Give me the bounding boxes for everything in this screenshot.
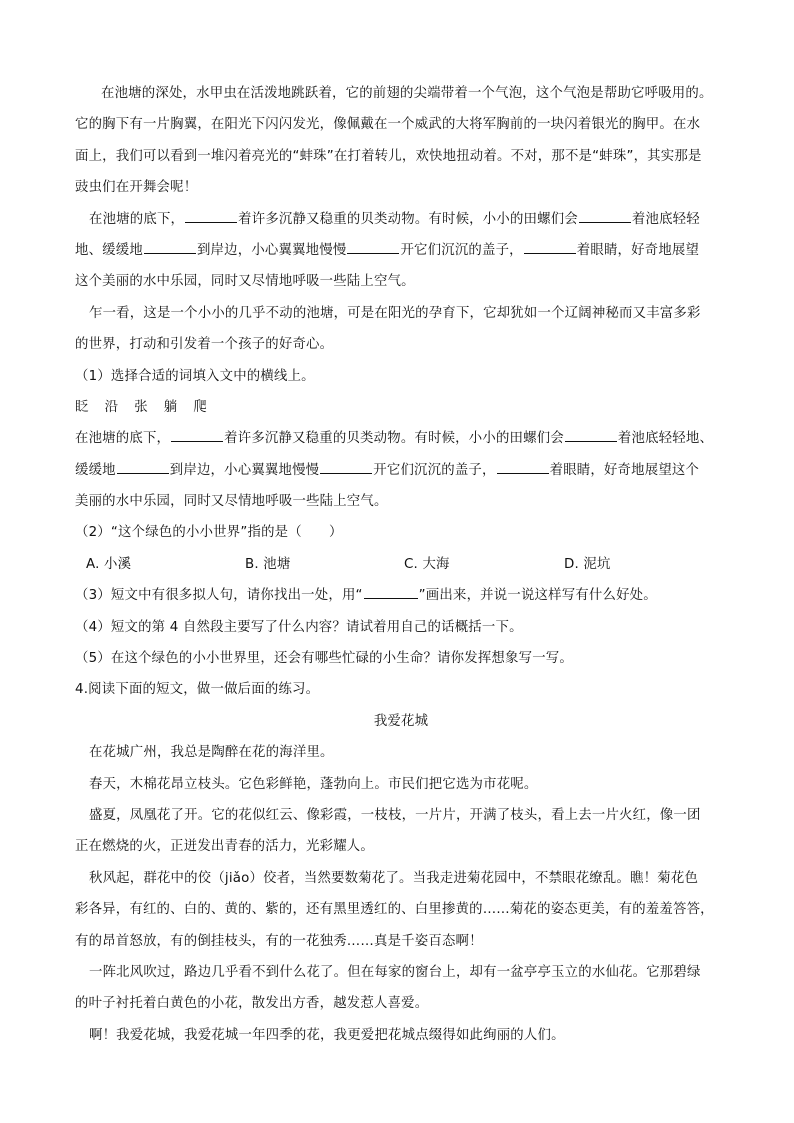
fill-blank[interactable] <box>347 239 399 254</box>
text: 春天，木棉花昂立枝头。它色彩鲜艳，蓬勃向上。市民们把它选为市花呢。 <box>89 776 538 792</box>
question-1 <box>75 361 727 392</box>
choice-option-c[interactable]: C. 大海 <box>404 556 450 572</box>
text: 到岸边，小心翼翼地慢慢 <box>169 462 320 478</box>
passage-line <box>75 172 727 203</box>
word-option: 躺 <box>163 399 178 415</box>
passage-line <box>75 329 727 360</box>
fill-blank[interactable] <box>320 459 372 474</box>
text: 着眼睛，好奇地展望这个 <box>549 462 700 478</box>
article-line <box>75 894 727 925</box>
text: 的叶子衬托着白黄色的小花，散发出方香，越发惹人喜爱。 <box>75 996 429 1012</box>
text: ”画出来，并说一说这样写有什么好处。 <box>418 588 657 604</box>
text: 啊！我爱花城，我爱花城一年四季的花，我更爱把花城点缀得如此绚丽的人们。 <box>89 1027 565 1043</box>
text: 乍一看，这是一个小小的几乎不动的池塘，可是在阳光的孕育下，它却犹如一个辽阔神秘而又丰富多彩 <box>89 305 701 321</box>
text: 着许多沉静又稳重的贝类动物。有时候，小小的田螺们会 <box>238 211 578 227</box>
passage-line <box>75 141 727 172</box>
question-3 <box>75 580 727 611</box>
fill-blank[interactable] <box>144 239 196 254</box>
article-line <box>75 800 727 831</box>
text: （4）短文的第 4 自然段主要写了什么内容？请试着用自己的话概括一下。 <box>75 619 523 635</box>
text: 在花城广州，我总是陶醉在花的海洋里。 <box>89 745 334 761</box>
word-option: 张 <box>134 399 148 415</box>
text: 在池塘的底下， <box>89 211 185 227</box>
text: （2）“这个绿色的小小世界”指的是（ ） <box>75 525 343 541</box>
article-line <box>75 957 727 988</box>
article-title <box>75 706 727 737</box>
fill-line <box>75 423 727 454</box>
choice-option-d[interactable]: D. 泥坑 <box>564 556 611 572</box>
section-4-instruction <box>75 674 727 705</box>
text: 它的胸下有一片胸翼，在阳光下闪闪发光，像佩戴在一个威武的大将军胸前的一块闪着银光的胸甲。在水 <box>75 117 701 133</box>
text: 的世界，打动和引发着一个孩子的好奇心。 <box>75 337 334 353</box>
text: 我爱花城 <box>373 713 429 729</box>
passage-line <box>75 266 727 297</box>
text: 着许多沉静又稳重的贝类动物。有时候，小小的田螺们会 <box>224 431 564 447</box>
fill-line <box>75 455 727 486</box>
question-5 <box>75 643 727 674</box>
passage-line <box>75 109 727 140</box>
text: （5）在这个绿色的小小世界里，还会有哪些忙碌的小生命？请你发挥想象写一写。 <box>75 651 573 667</box>
fill-blank[interactable] <box>185 208 237 223</box>
text: 着池底轻轻 <box>631 211 700 227</box>
article-line <box>75 831 727 862</box>
text: 在池塘的深处，水甲虫在活泼地跳跃着，它的前翅的尖端带着一个气泡，这个气泡是帮助它呼吸用的。 <box>101 86 713 101</box>
text: 秋风起，群花中的佼（jiǎo）佼者，当然要数菊花了。当我走进菊花园中，不禁眼花缭乱。瞧！菊花色 <box>89 870 699 886</box>
article-line <box>75 926 727 957</box>
fill-blank[interactable] <box>565 427 617 442</box>
text: 缓缓地 <box>75 462 116 478</box>
fill-blank[interactable] <box>524 239 576 254</box>
text: 地、缓缓地 <box>75 242 143 258</box>
choice-option-a[interactable]: A. 小溪 <box>86 556 132 572</box>
text: 着眼睛，好奇地展望 <box>576 242 700 258</box>
choice-option-b[interactable]: B. 池塘 <box>245 556 291 572</box>
text: 豉虫们在开舞会呢！ <box>75 180 198 196</box>
word-option: 沿 <box>104 399 119 415</box>
text: 面上，我们可以看到一堆闪着亮光的“蚌珠”在打着转儿，欢快地扭动着。不对，那不是“蚌珠”，其实那是 <box>75 148 702 164</box>
word-option: 眨 <box>75 399 89 415</box>
text: 4.阅读下面的短文，做一做后面的练习。 <box>75 682 320 698</box>
text: 盛夏，凤凰花了开。它的花似红云、像彩霞，一枝枝，一片片，开满了枝头，看上去一片火红，像一团 <box>89 807 701 823</box>
passage-line <box>75 235 727 266</box>
text: 这个美丽的水中乐园，同时又尽情地呼吸一些陆上空气。 <box>75 274 415 290</box>
article-line <box>75 863 727 894</box>
text: 有的昂首怒放，有的倒挂枝头，有的一花独秀……真是千姿百态啊！ <box>75 933 483 949</box>
word-option: 爬 <box>193 399 207 415</box>
fill-line <box>75 486 727 517</box>
fill-blank[interactable] <box>579 208 631 223</box>
fill-blank[interactable] <box>497 459 549 474</box>
passage-line <box>75 204 727 235</box>
word-bank <box>75 392 727 423</box>
passage-line <box>75 298 727 329</box>
article-line <box>75 1020 727 1051</box>
text: （3）短文中有很多拟人句，请你找出一处，用“ <box>75 588 363 604</box>
question-2 <box>75 517 727 548</box>
text: 美丽的水中乐园，同时又尽情地呼吸一些陆上空气。 <box>75 494 388 510</box>
article-line <box>75 769 727 800</box>
passage-line <box>75 78 727 109</box>
text: 开它们沉沉的盖子， <box>400 242 523 258</box>
content-column <box>75 78 727 1051</box>
text: 正在燃烧的火，正迸发出青春的活力，光彩耀人。 <box>75 839 374 855</box>
text: 开它们沉沉的盖子， <box>373 462 496 478</box>
underline-sample <box>364 584 418 599</box>
question-4 <box>75 612 727 643</box>
text: （1）选择合适的词填入文中的横线上。 <box>75 368 315 384</box>
text: 着池底轻轻地、 <box>617 431 714 447</box>
text: 彩各异，有红的、白的、黄的、紫的，还有黑里透红的、白里掺黄的……菊花的姿态更美，有的羞羞答答， <box>75 902 714 918</box>
article-line <box>75 737 727 768</box>
text: 到岸边，小心翼翼地慢慢 <box>196 242 347 258</box>
choice-options <box>75 549 727 580</box>
fill-blank[interactable] <box>171 427 223 442</box>
text: 在池塘的底下， <box>75 431 171 447</box>
text: 一阵北风吹过，路边几乎看不到什么花了。但在每家的窗台上，却有一盆亭亭玉立的水仙花。它那碧绿 <box>89 964 701 980</box>
article-line <box>75 988 727 1019</box>
fill-blank[interactable] <box>117 459 169 474</box>
